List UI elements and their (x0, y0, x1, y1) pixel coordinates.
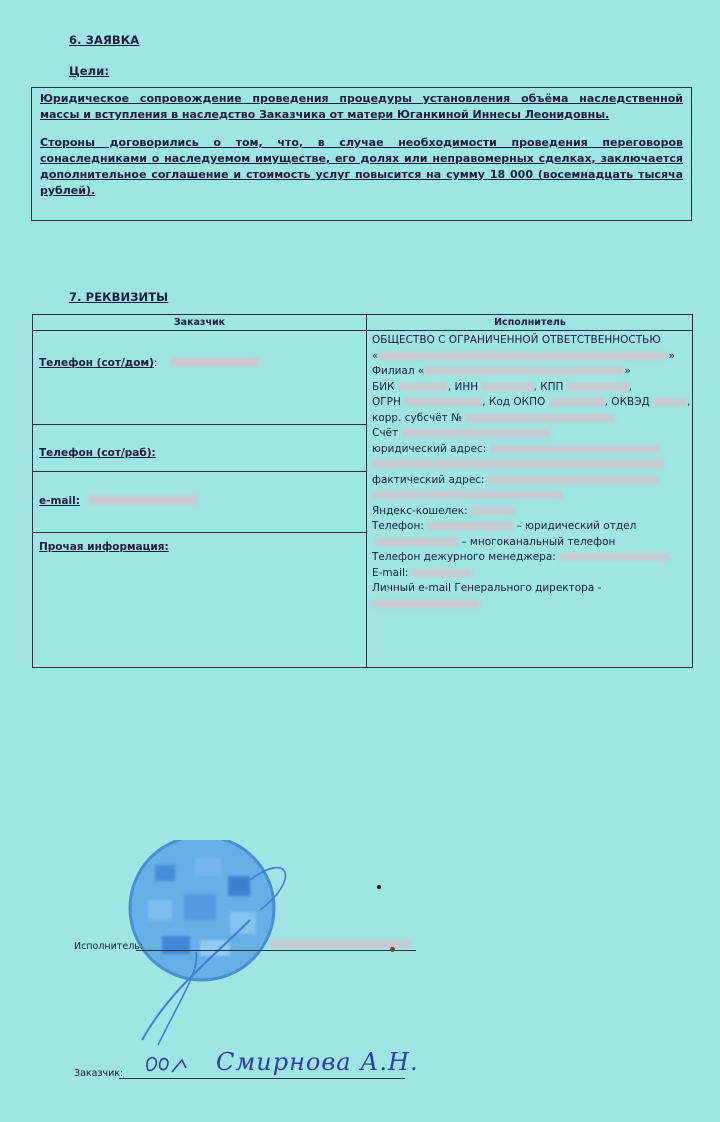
bik-label: БИК (372, 380, 395, 393)
row-divider (33, 532, 366, 533)
executor-details: ОБЩЕСТВО С ОГРАНИЧЕННОЙ ОТВЕТСТВЕННОСТЬЮ « » Филиал « » БИК , ИНН , КПП , ОГРН , Код ОКПО , ОКВЭД , корр. субсчёт № Счёт юридический адрес: фактический адрес: Яндекс-кошелек: Телефон: – юридический отдел – многоканальный телефон Телефон дежурного менеджера: E-mail: Личный e-mail Генерального директора - (372, 333, 690, 612)
executor-signature-line (136, 950, 416, 951)
okpo-label: , Код ОКПО (482, 396, 546, 408)
customer-signature-label: Заказчик: (74, 1068, 124, 1079)
customer-email (39, 489, 197, 508)
header-divider (33, 330, 692, 331)
executor-email-label: E-mail: (372, 566, 409, 579)
actual-address-label: фактический адрес: (372, 473, 485, 486)
redacted-value (89, 495, 197, 505)
inn-label: , ИНН (447, 380, 479, 393)
phone-work-label: Телефон (сот/раб): (39, 447, 156, 459)
duty-manager-label: Телефон дежурного менеджера: (372, 551, 556, 563)
kpp-label: , КПП (533, 380, 564, 393)
goals-paragraph-1: Юридическое сопровождение проведения процедуры установления объёма наследственной массы и вступления в наследство Заказчика от матери Юганкиной Иннесы Леонидовны. (40, 92, 683, 121)
executor-header: Исполнитель (494, 317, 566, 328)
redacted-value (171, 357, 259, 367)
row-divider (33, 471, 366, 472)
ink-dot (390, 947, 395, 952)
customer-handwritten-initials-icon (138, 1050, 198, 1080)
executor-signature-label: Исполнитель: (74, 941, 144, 952)
requisites-table (32, 314, 693, 668)
goals-paragraph-2: Стороны договорились о том, что, в случае необходимости проведения переговоров сонаследниками о наследуемом имуществе, его долях или неправомерных сделках, заключается дополнительное соглашение и стоимость услуг повысится на сумму 18 000 (восемнадцать тысяча рублей). (40, 136, 683, 197)
goals-box (31, 87, 692, 221)
row-divider (33, 424, 366, 425)
section-7-title: 7. РЕКВИЗИТЫ (69, 290, 169, 304)
ink-dot (377, 885, 381, 889)
phone-home-label: Телефон (сот/дом) (39, 357, 154, 369)
yandex-label: Яндекс-кошелек: (372, 504, 468, 517)
other-info-label: Прочая информация: (39, 541, 169, 553)
customer-header: Заказчик (173, 317, 226, 328)
okved-label: , ОКВЭД (604, 396, 650, 408)
org-type: ОБЩЕСТВО С ОГРАНИЧЕННОЙ ОТВЕТСТВЕННОСТЬЮ (372, 334, 661, 346)
director-email-label: Личный e-mail Генерального директора - (372, 582, 602, 594)
column-divider (366, 315, 367, 667)
legal-address-label: юридический адрес: (372, 442, 487, 455)
customer-other-info (39, 535, 169, 554)
phone-label: Телефон: (372, 520, 424, 532)
email-label: e-mail: (39, 495, 80, 507)
branch-label: Филиал « (372, 365, 425, 377)
goals-label: Цели: (69, 64, 110, 78)
customer-signature: Смирнова А.Н. (216, 1048, 419, 1076)
account-label: Счёт (372, 427, 399, 439)
corr-label: корр. субсчёт № (372, 411, 463, 424)
phone-legal-suffix: – юридический отдел (516, 520, 637, 532)
phone-multi-suffix: – многоканальный телефон (461, 535, 616, 548)
customer-phone-home: Телефон (сот/дом): (39, 351, 259, 370)
ogrn-label: ОГРН (372, 396, 401, 408)
customer-phone-work (39, 441, 156, 460)
section-6-title: 6. ЗАЯВКА (69, 33, 140, 47)
redacted-executor-name (270, 940, 410, 948)
